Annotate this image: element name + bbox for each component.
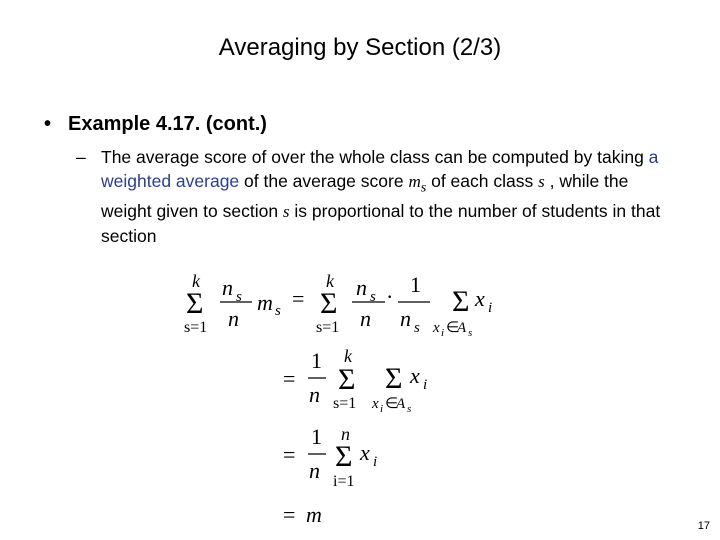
eq1-inner-lower-in: ∈ [446, 320, 460, 336]
eq2-inner-lower-in: ∈ [385, 396, 399, 412]
eq3-sum-lower: i=1 [333, 473, 355, 490]
sub-text-part2: of the average score [239, 171, 409, 191]
inline-symbol-s-2: s [282, 202, 290, 222]
inline-symbol-s: s [538, 172, 545, 191]
eq2-inner-sum-sign: Σ [385, 362, 403, 395]
eq1-x: x [475, 286, 485, 311]
eq2-sum-lower: s=1 [333, 395, 357, 412]
eq1-x-sub-i: i [488, 300, 493, 316]
eq1-frac2-num-s: s [370, 289, 376, 305]
eq2-x-sub-i: i [423, 377, 428, 393]
eq2-frac-num-1: 1 [311, 348, 322, 373]
eq1-inner-lower-x: x [433, 320, 440, 336]
bullet-marker: • [44, 113, 52, 135]
eq1-dot: · [386, 284, 394, 309]
inline-ms-s: s [420, 179, 427, 196]
eq2-inner-lower-x: x [372, 396, 379, 412]
eq1-inner-lower-A: A [457, 320, 467, 336]
eq1-frac2-den-n: n [360, 306, 371, 331]
eq1-rhs-sum-upper-k: k [326, 271, 334, 291]
eq4-equals: = [283, 502, 296, 527]
eq3-frac-num-1: 1 [311, 424, 322, 449]
eq1-rhs-sum-lower: s=1 [316, 319, 340, 336]
eq2-frac-den-n: n [309, 382, 320, 407]
eq1-inner-sum-sign: Σ [452, 285, 470, 318]
bullet-text: Example 4.17. (cont.) [68, 113, 267, 135]
eq3-frac-den-n: n [309, 458, 320, 483]
eq1-rhs-sum-sign: Σ [320, 287, 338, 320]
eq1-m-sub-s: s [275, 303, 281, 319]
slide-title: Averaging by Section (2/3) [218, 34, 502, 61]
eq1-frac1-num-n: n [222, 275, 233, 300]
eq2-sum-sign: Σ [338, 363, 356, 396]
eq1-inner-lower-s: s [468, 327, 473, 339]
sub-text-part4: , while the weight given to section [101, 171, 629, 222]
eq2-inner-lower-s: s [407, 403, 412, 415]
eq1-sum-sign: Σ [186, 287, 204, 320]
eq1-frac3-den-n: n [400, 306, 411, 331]
eq3-x-sub-i: i [373, 454, 378, 470]
sub-text-part5: is proportional to the number of students in that section [101, 201, 661, 247]
eq2-inner-lower-i: i [380, 403, 384, 415]
eq2-equals: = [283, 366, 296, 391]
eq1-inner-lower-i: i [441, 327, 445, 339]
eq2-sum-upper-k: k [344, 346, 352, 366]
eq2-x: x [410, 363, 420, 388]
eq1-frac1-den-n: n [228, 306, 239, 331]
inline-ms-m: m [408, 172, 421, 191]
eq1-sum-upper-k: k [192, 271, 200, 291]
weighted-average-phrase: a weighted average [101, 147, 659, 191]
sub-text-part3: of each class [426, 171, 539, 191]
eq3-x: x [360, 440, 370, 465]
eq4-m: m [306, 502, 322, 527]
eq1-frac1-num-s: s [236, 289, 242, 305]
page-number: 17 [697, 520, 710, 532]
sub-bullet-marker: – [76, 147, 86, 167]
eq1-frac3-num-1: 1 [410, 272, 421, 297]
eq3-sum-upper-n: n [341, 424, 350, 444]
eq2-inner-lower-A: A [396, 396, 406, 412]
eq1-frac3-den-s: s [414, 320, 420, 336]
eq1-frac2-num-n: n [356, 275, 367, 300]
eq1-sum-lower: s=1 [184, 319, 208, 336]
eq3-sum-sign: Σ [335, 440, 353, 473]
sub-text-part1: The average score of over the whole class can be computed by taking [101, 147, 649, 167]
eq3-equals: = [283, 442, 296, 467]
eq1-m: m [257, 290, 273, 315]
eq1-equals: = [292, 286, 305, 311]
